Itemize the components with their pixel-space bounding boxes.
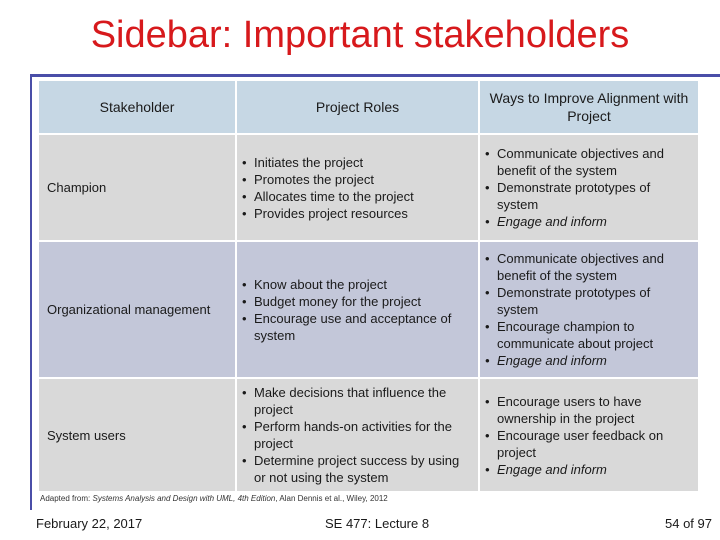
- list-item: • Promotes the project: [254, 171, 473, 188]
- stakeholder-cell: Organizational management: [38, 241, 236, 378]
- list-item: • Engage and inform: [497, 213, 693, 230]
- list-item: • Engage and inform: [497, 352, 693, 369]
- stakeholder-cell: Champion: [38, 134, 236, 241]
- caption-suffix: , Alan Dennis et al., Wiley, 2012: [275, 494, 388, 503]
- roles-cell: [236, 241, 479, 378]
- table-row: [38, 378, 699, 492]
- footer-page-number: 54 of 97: [665, 516, 712, 531]
- list-item: • Demonstrate prototypes of system: [497, 284, 693, 318]
- header-stakeholder: Stakeholder: [38, 80, 236, 134]
- footer-date: February 22, 2017: [36, 516, 143, 531]
- list-item: • Communicate objectives and benefit of the system: [497, 250, 693, 284]
- list-item: • Make decisions that influence the project: [254, 384, 473, 418]
- stakeholder-table-image: [37, 79, 698, 491]
- list-item: • Determine project success by using or not using the system: [254, 452, 473, 486]
- list-item: • Know about the project: [254, 276, 473, 293]
- stakeholder-table: [37, 79, 700, 493]
- list-item: • Engage and inform: [497, 461, 693, 478]
- list-item: • Encourage users to have ownership in the project: [497, 393, 693, 427]
- table-row: [38, 241, 699, 378]
- ways-cell: [479, 134, 699, 241]
- list-item: • Provides project resources: [254, 205, 473, 222]
- roles-cell: [236, 134, 479, 241]
- list-item: • Perform hands-on activities for the project: [254, 418, 473, 452]
- header-project-roles: Project Roles: [236, 80, 479, 134]
- list-item: • Encourage use and acceptance of system: [254, 310, 473, 344]
- list-item: • Allocates time to the project: [254, 188, 473, 205]
- caption-prefix: Adapted from:: [40, 494, 93, 503]
- list-item: • Demonstrate prototypes of system: [497, 179, 693, 213]
- stakeholder-cell: System users: [38, 378, 236, 492]
- list-item: • Encourage champion to communicate about project: [497, 318, 693, 352]
- table-row: [38, 134, 699, 241]
- roles-cell: [236, 378, 479, 492]
- table-header-row: [38, 80, 699, 134]
- list-item: • Communicate objectives and benefit of the system: [497, 145, 693, 179]
- footer-course: SE 477: Lecture 8: [325, 516, 430, 531]
- caption-book-title: Systems Analysis and Design with UML, 4th Edition: [92, 494, 276, 503]
- header-ways-to-improve: Ways to Improve Alignment with Project: [479, 80, 699, 134]
- title-divider: [30, 74, 720, 77]
- table-source-caption: [40, 494, 388, 503]
- left-divider: [30, 76, 32, 510]
- slide-title: Sidebar: Important stakeholders: [90, 14, 630, 56]
- list-item: • Encourage user feedback on project: [497, 427, 693, 461]
- list-item: • Initiates the project: [254, 154, 473, 171]
- list-item: • Budget money for the project: [254, 293, 473, 310]
- ways-cell: [479, 241, 699, 378]
- ways-cell: [479, 378, 699, 492]
